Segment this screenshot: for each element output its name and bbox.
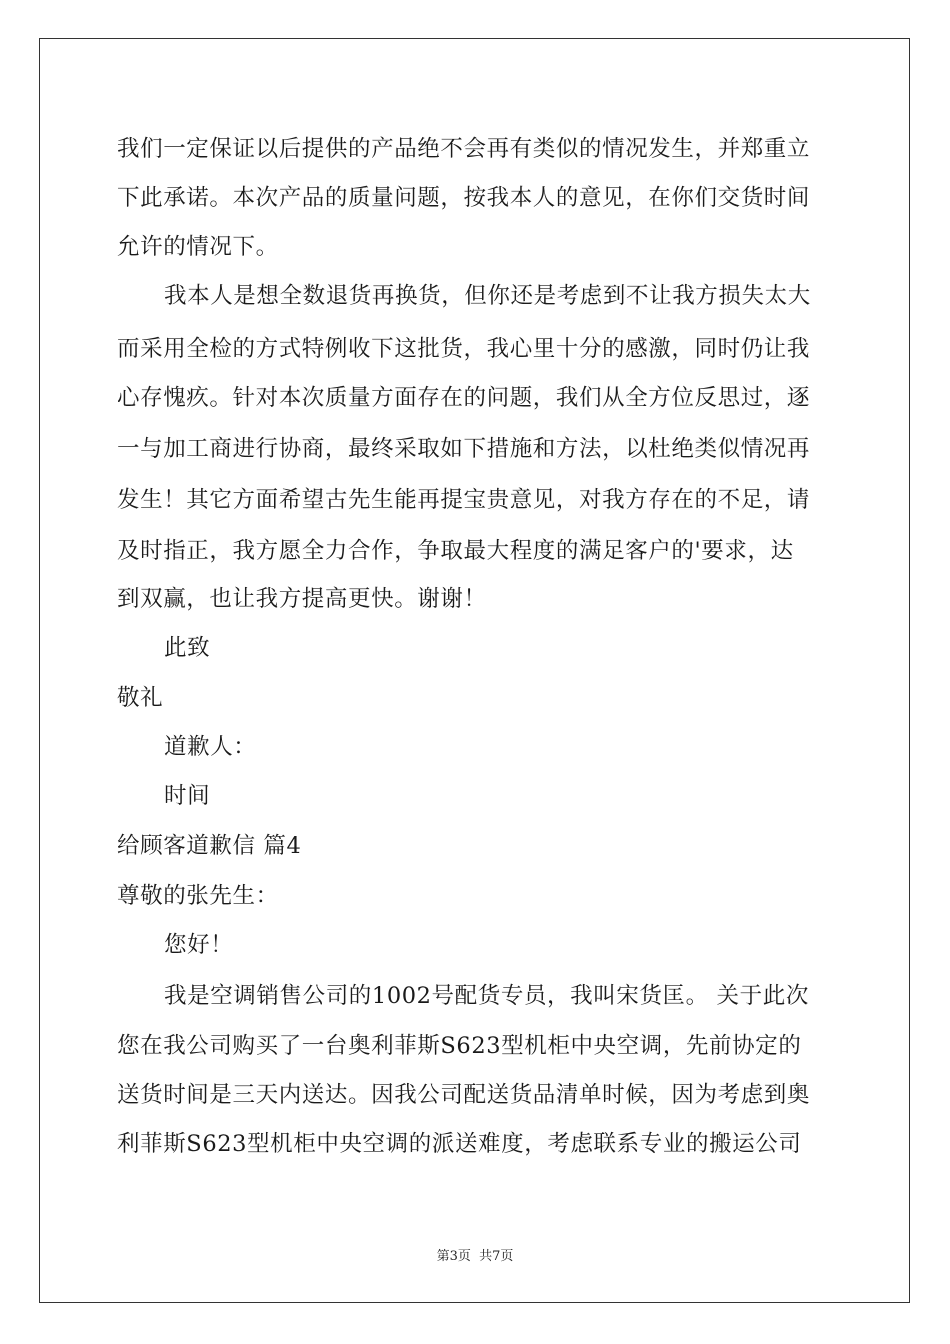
body-line-1: 我们一定保证以后提供的产品绝不会再有类似的情况发生，并郑重立 — [117, 136, 811, 162]
body-line-8: 发生！其它方面希望古先生能再提宝贵意见，对我方存在的不足，请 — [117, 487, 811, 513]
body-line-2: 下此承诺。本次产品的质量问题，按我本人的意见，在你们交货时间 — [117, 185, 811, 211]
body-line-10: 到双赢，也让我方提高更快。谢谢！ — [117, 586, 487, 612]
body-line-5: 而采用全检的方式特例收下这批货，我心里十分的感激，同时仍让我 — [117, 336, 811, 362]
signature-label: 道歉人： — [164, 734, 257, 760]
date-label: 时间 — [164, 783, 211, 809]
letter-hello: 您好！ — [164, 932, 234, 958]
body-line-6: 心存愧疚。针对本次质量方面存在的问题，我们从全方位反思过，逐 — [117, 385, 811, 411]
letter-greeting: 尊敬的张先生： — [117, 883, 279, 909]
body-line-7: 一与加工商进行协商，最终采取如下措施和方法，以杜绝类似情况再 — [117, 436, 811, 462]
body-line-13: 送货时间是三天内送达。因我公司配送货品清单时候，因为考虑到奥 — [117, 1082, 811, 1108]
body-line-4: 我本人是想全数退货再换货，但你还是考虑到不让我方损失太大 — [164, 283, 811, 309]
body-line-12: 您在我公司购买了一台奥利菲斯S623型机柜中央空调，先前协定的 — [117, 1033, 802, 1059]
page-footer — [0, 1248, 950, 1266]
closing-regards: 敬礼 — [117, 685, 164, 711]
body-line-9: 及时指正，我方愿全力合作，争取最大程度的满足客户的'要求，达 — [117, 538, 794, 564]
body-line-11: 我是空调销售公司的1002号配货专员，我叫宋货匡。 关于此次 — [164, 983, 809, 1009]
body-line-14: 利菲斯S623型机柜中央空调的派送难度，考虑联系专业的搬运公司 — [117, 1131, 802, 1157]
closing-salutation: 此致 — [164, 635, 211, 661]
total-pages: 共7页 — [479, 1249, 514, 1264]
current-page-number: 第3页 — [436, 1249, 471, 1264]
section-heading: 给顾客道歉信 篇4 — [117, 833, 302, 859]
body-line-3: 允许的情况下。 — [117, 234, 279, 260]
page-frame — [39, 38, 910, 1303]
